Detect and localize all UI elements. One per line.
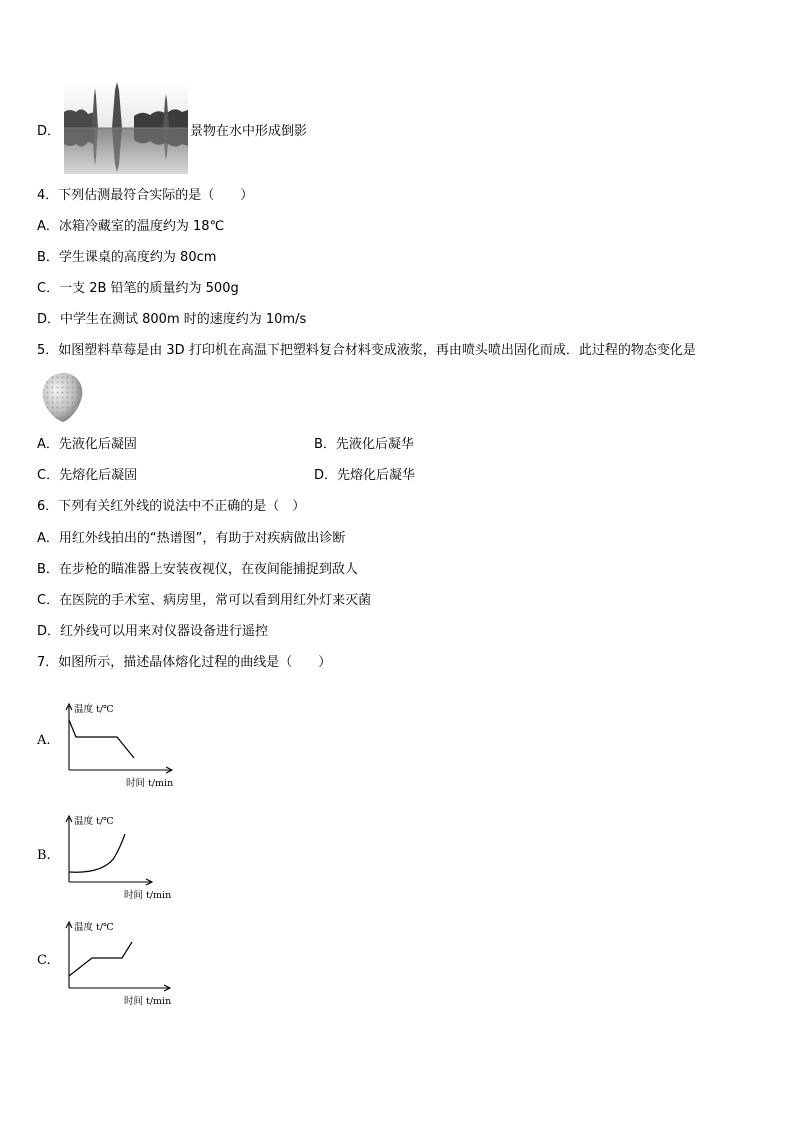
q5-option-b: B．先液化后凝华 [314,437,414,452]
q4-stem: 4．下列估测最符合实际的是（ ） [37,188,254,203]
q5-stem: 5．如图塑料草莓是由 3D 打印机在高温下把塑料复合材料变成液浆，再由喷头喷出固化而成．此过程的物态变化是 [37,343,696,358]
q4-option-d: D．中学生在测试 800m 时的速度约为 10m/s [37,312,307,327]
q6-option-a: A．用红外线拍出的“热谱图”，有助于对疾病做出诊断 [37,531,346,546]
q3-option-d-letter: D． [37,124,61,139]
graph-a [62,700,192,792]
graph-c-letter: C. [37,953,51,968]
plastic-strawberry-image [40,370,86,424]
q4-option-a: A．冰箱冷藏室的温度约为 18℃ [37,219,225,234]
graph-a-ylabel: 温度 t/℃ [74,704,114,715]
graph-c-xlabel: 时间 t/min [124,996,172,1007]
q6-option-d: D．红外线可以用来对仪器设备进行遥控 [37,624,269,639]
graph-b-ylabel: 温度 t/℃ [74,816,114,827]
graph-c [62,918,192,1010]
q6-option-c: C．在医院的手术室、病房里，常可以看到用红外灯来灭菌 [37,593,372,608]
q5-option-d: D．先熔化后凝华 [314,468,416,483]
q7-stem: 7．如图所示，描述晶体熔化过程的曲线是（ ） [37,655,332,670]
graph-a-letter: A. [37,733,51,748]
q6-option-b: B．在步枪的瞄准器上安装夜视仪，在夜间能捕捉到敌人 [37,562,358,577]
q6-stem: 6．下列有关红外线的说法中不正确的是（ ） [37,499,306,514]
q3-option-d [37,120,60,139]
graph-b-letter: B. [37,848,51,863]
graph-a-xlabel: 时间 t/min [126,778,174,789]
graph-b-curve [69,834,125,872]
q4-option-c: C．一支 2B 铅笔的质量约为 500g [37,281,239,296]
q3-option-d-text: 景物在水中形成倒影 [190,124,308,139]
pagoda-reflection-image [64,82,188,174]
graph-b [62,812,192,904]
graph-a-curve [69,720,134,758]
q5-option-c: C．先熔化后凝固 [37,468,138,483]
graph-b-xlabel: 时间 t/min [124,890,172,901]
graph-c-curve [69,942,132,976]
q5-option-a: A．先液化后凝固 [37,437,137,452]
q4-option-b: B．学生课桌的高度约为 80cm [37,250,217,265]
graph-c-ylabel: 温度 t/℃ [74,922,114,933]
